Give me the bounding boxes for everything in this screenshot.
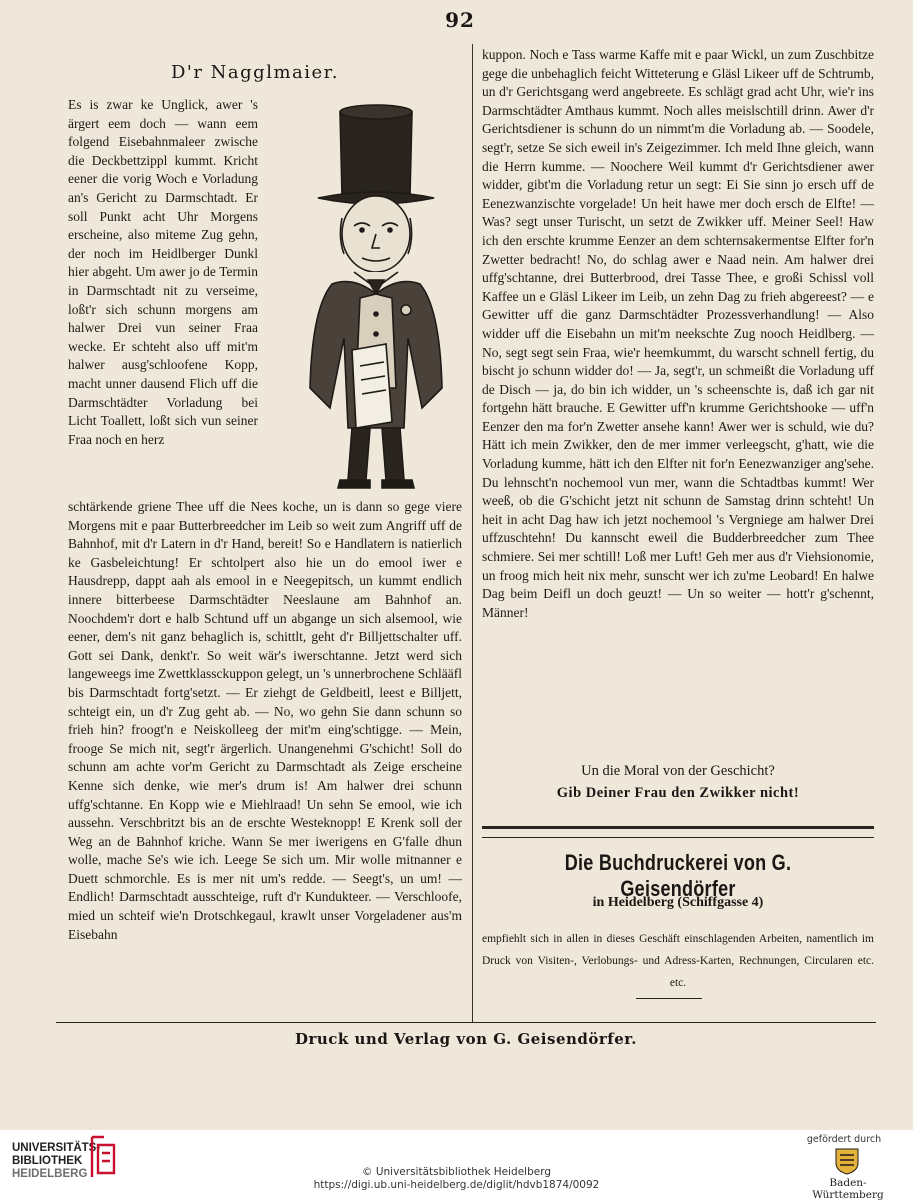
double-rule — [482, 826, 874, 838]
sponsor-name: Baden-Württemberg — [812, 1177, 884, 1201]
footer-rule — [56, 1022, 876, 1023]
moral-line-2: Gib Deiner Frau den Zwikker nicht! — [556, 785, 800, 801]
right-paragraph: kuppon. Noch e Tass warme Kaffe mit e paar Wickl, un zum Zuschbitze gege die unbehaglich feicht Witteterung e Gläsl Likeer uff de Schtrumb, un d'r Gerichtsgang werd angebreete. Es schlägt grad acht Uhr, wie'r ins Darmschtädter Amthaus kummt. Noch alles meislschtill drinn. Awer d'r Gerichtsdiener is schunn do un nimmt'm die Vorladung ab. — Soodele, segt'r, setze Se sich eweil in's Zeigezimmer. Ich meld Ihne gleich, wann die Herrn kumme. — Noochere Weil kummt d'r Gerichtsdiener awer widder, gibt'm die Vorladung retur un segt: Ei Sie sinn jo ersch uff de Eenezwanzischte vorgelade! Un heit hawe mer doch ersch de Elfte! — Was? segt unser Turischt, un setzt de Zwikker uff. Meiner Seel! Haw ich den erschte krumme Eenzer an dem schternsakermentse Elfter for'n Zwetter bedracht! No, do schlag awer e Naad nein. Am halwer drei uffg'schtanne, drei Butterbrood, drei Tasse Thee, e großi Schissl voll Kaffee un e Gläsl Likeer im Leib, un zehn Dag zu frieh abgereest? — e Gewitter uff die ganz Darmschtädter Prozessverhandlung! — Also widder uff die Eisebahn un mit'm neekschte Zug nooch Heidlberg. — No, segt segt sein Fraa, wie'r heemkummt, du warscht schnell fertig, du bischt jo schunn widder do! — Ja, segt'r, un schmeißt die Vorladung uff de Disch — ja, do bin ich widder, un 's scheenschte is, daß ich gar nit fortgehn hätt brauche. E Gewitter uff'n krumme Gerichtshooke — uff'n Eenzer den ma for'n Zwetter ansehe kann! Awer wer is schuld, wie du? Hätt ich mein Zwikker, den de mer immer verleegscht, g'hatt, wie die Vorladung kumme, hätt ich den Elfter nit for'n Eenezwanziger ang'sehe. Du lehnscht'n nochemool vun mer, wann die Schtadtbas kummt! Wer weeß, ob die G'schicht jetzt nit schunn de Samstag drinn schteht! Un heit in acht Dag haw ich jetzt nochemool 's Vergniege am halwer Drei uffzuschtehn! Du kannscht eweil die Budderbreedcher zum Thee schmiere. Sei mer schtill! Loß mer Luft! Geh mer aus d'r Viehsionomie, un froog mich heit nix mehr, sunscht wer ich zu'me Leobard! En halwe Dag beim Deifl un doch geuzt! — Un so weiter — hott'r g'schennt, Männer! — [482, 47, 874, 620]
moral-block — [482, 760, 874, 804]
copyright-notice — [250, 1166, 663, 1192]
coat-of-arms-icon[interactable] — [830, 1147, 864, 1175]
sponsor-label: gefördert durch — [806, 1134, 882, 1145]
library-name-line-1: UNIVERSITÄTS- — [12, 1142, 101, 1154]
left-paragraph-wide: schtärkende griene Thee uff die Nees koche, un is dann so gege viere Morgens mit e paar Butterbreedcher im Leib so weit zum Angriff uff de Bahnhof, mit d'r Latern in d'r Hand, bereit! So e Handlatern is natierlich ke Gasbeleichtung! Er schtolpert also hie un do emool iwer e Hausdrepp, dappt aah als emool in e Neegepitsch, un kummt endlich innere bitterbeese Darmschtädter Neeslaune am Bahnhof an. Noochdem'r dort e halb Schtund uff un abgange un sich alsemool, wie eener, dem's nit ganz behaglich is, schittlt, geht d'r Billjettschalter uff. Gott sei Dank, denkt'r. So weit wär's iwerschtanne. Jetzt werd sich langeweegs ime Zwettklassckuppon gelegt, un 's unnerbrochene Schlääfl bis Darmschtadt fortg'setzt. — Er ziehgt de Geldbeitl, leest e Billjett, schteigt ein, un d'r Zug geht ab. — No, wo gehn Sie dann schunn so frieh hin? froogt'n e Neiskolleeg der mit'm eing'schtigge. — Mein, frooge Se mich nit, segt'r ärgerlich. Unangenehmi G'schicht! Soll do schunn am achte vor'm Gericht zu Darmschtadt als Zeige erscheine Kenne sich denke, wie mer's drum is! Am halwer drei schunn uffg'schtanne. En Kopp wie e Miehlraad! Un sehn Se emool, wie ich aussehn. Verschbritzt bis an de erschte Westeknopp! E Krenk soll der Weg an de Bahnhof kriche. Wann Se mer iwerigens en G'falle dhun wolle, mache Se's wie ich. Leege Se sich um. Mir wolle mitnanner e Duett schmorchle. Es is mer nit um's redde. — Seegt's, un um! — Endlich! Darmschtadt ausschteige, ruft d'r Kundukteer. — Verschloofe, mied un schteif wie'n Drotschkegaul, krawlt unser Vorgeladener aus'm Eisebahn — [68, 499, 462, 942]
ornament-rule — [636, 998, 702, 999]
advertisement-body: empfiehlt sich in allen in dieses Geschäft einschlagenden Arbeiten, namentlich im Druck von Visiten-, Verlobungs- und Adress-Karten, Rechnungen, Circularen etc. etc. — [482, 933, 874, 989]
library-name-line-3: HEIDELBERG — [12, 1168, 88, 1180]
advertisement-subtitle: in Heidelberg (Schiffgasse 4) — [592, 895, 764, 910]
footer-imprint: Druck und Verlag von G. Geisendörfer. — [294, 1030, 638, 1048]
column-divider — [472, 44, 473, 1022]
library-name-line-2: BIBLIOTHEK — [12, 1155, 83, 1167]
moral-line-1: Un die Moral von der Geschicht? — [581, 763, 775, 779]
permalink[interactable]: https://digi.ub.uni-heidelberg.de/diglit/hdvb1874/0092 — [313, 1179, 600, 1191]
top-hat-man-illustration — [282, 88, 466, 496]
advertisement-title: Die Buchdruckerei von G. Geisendörfer — [564, 850, 792, 901]
article-title: D'r Nagglmaier. — [170, 62, 340, 83]
library-logo-icon — [88, 1133, 118, 1181]
page-number: 92 — [445, 8, 475, 32]
left-paragraph-narrow: Es is zwar ke Unglick, awer 's ärgert eem doch — wann eem folgend Eisebahnmaleer zwische die Deckbettzippl kummt. Kricht eener die vorig Woch e Vorladung an's Gericht zu Darmschtadt. Er soll Punkt acht Uhr Morgens erscheine, also miteme Zug gehn, der noch im Heidlberger Dunkl hier abgeht. Um awer jo de Termin in Darmschtadt nit zu verseime, loßt'r sich schunn morgens am halwer Drei vun seiner Fraa wecke. Er schteht also uff mit'm halwer ausg'schloofene Kopp, macht unner dausend Flich uff die Darmschtädter Vorladung bei Licht Toallett, loßt sich vun seiner Fraa noch en herz — [68, 97, 258, 447]
copyright-line: © Universitätsbibliothek Heidelberg — [361, 1166, 551, 1178]
